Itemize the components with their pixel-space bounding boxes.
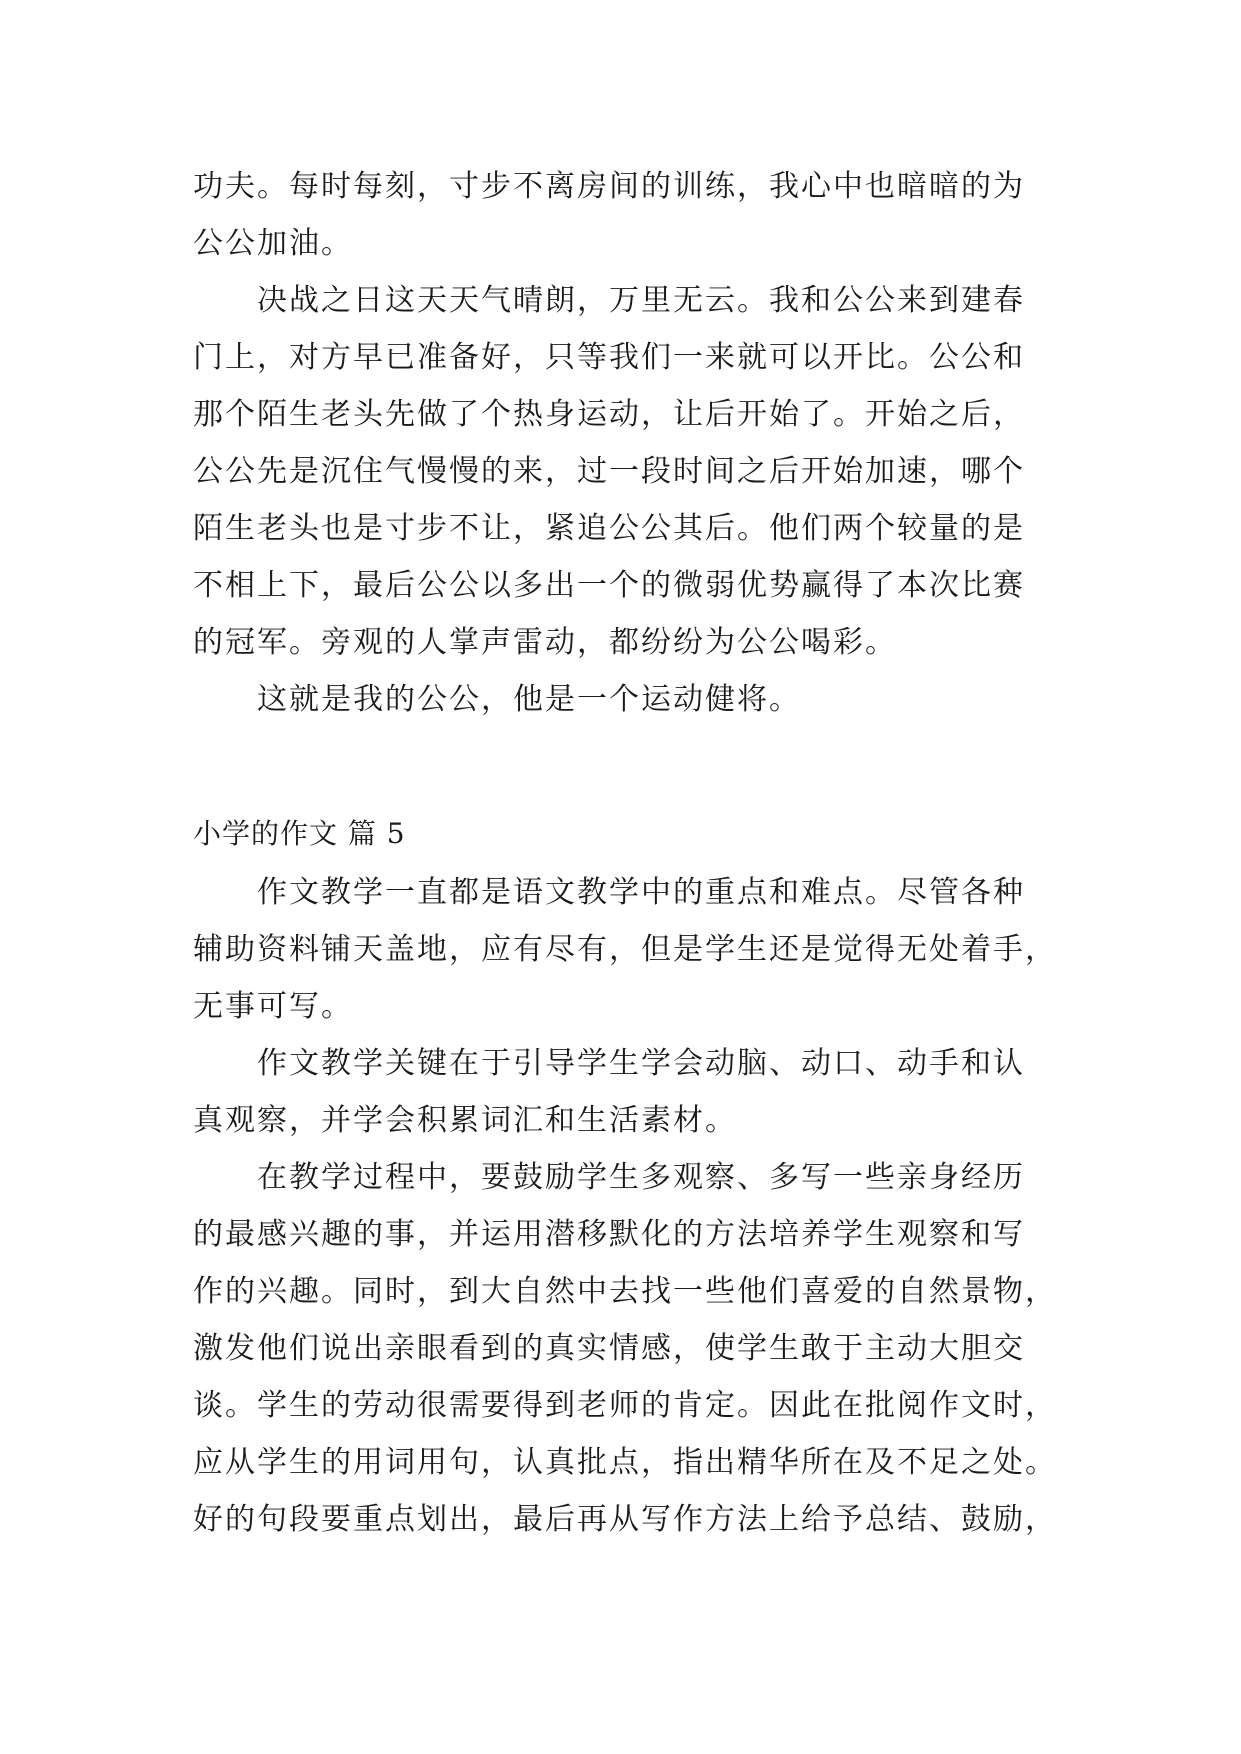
- text-line: 在教学过程中，要鼓励学生多观察、多写一些亲身经历: [257, 1160, 1025, 1195]
- top-section: [193, 158, 1053, 728]
- text-line: 决战之日这天天气晴朗，万里无云。我和公公来到建春: [257, 283, 1025, 318]
- text-line: 公公加油。: [193, 226, 353, 261]
- text-line: 陌生老头也是寸步不让，紧追公公其后。他们两个较量的是: [193, 511, 1025, 546]
- paragraph: [193, 671, 1053, 728]
- text-line: 好的句段要重点划出，最后再从写作方法上给予总结、鼓励，: [193, 1502, 1057, 1537]
- text-line: 门上，对方早已准备好，只等我们一来就可以开比。公公和: [193, 340, 1025, 375]
- text-line: 不相上下，最后公公以多出一个的微弱优势赢得了本次比赛: [193, 568, 1025, 603]
- text-line: 作的兴趣。同时，到大自然中去找一些他们喜爱的自然景物，: [193, 1274, 1057, 1309]
- paragraph: [193, 158, 1053, 272]
- text-line: 公公先是沉住气慢慢的来，过一段时间之后开始加速，哪个: [193, 454, 1025, 489]
- text-line: 的最感兴趣的事，并运用潜移默化的方法培养学生观察和写: [193, 1217, 1025, 1252]
- text-line: 的冠军。旁观的人掌声雷动，都纷纷为公公喝彩。: [193, 625, 897, 660]
- text-line: 作文教学关键在于引导学生学会动脑、动口、动手和认: [257, 1046, 1025, 1081]
- bottom-section: [193, 864, 1057, 1548]
- text-line: 那个陌生老头先做了个热身运动，让后开始了。开始之后，: [193, 397, 1025, 432]
- paragraph: [193, 1149, 1057, 1548]
- text-line: 无事可写。: [193, 989, 353, 1024]
- text-line: 辅助资料铺天盖地，应有尽有，但是学生还是觉得无处着手，: [193, 932, 1057, 967]
- text-line: 真观察，并学会积累词汇和生活素材。: [193, 1103, 737, 1138]
- paragraph: [193, 272, 1053, 671]
- text-line: 功夫。每时每刻，寸步不离房间的训练，我心中也暗暗的为: [193, 169, 1025, 204]
- paragraph: [193, 1035, 1053, 1149]
- section-heading: 小学的作文 篇 5: [193, 817, 406, 850]
- paragraph: [193, 864, 1057, 1035]
- text-line: 应从学生的用词用句，认真批点，指出精华所在及不足之处。: [193, 1445, 1057, 1480]
- text-line: 作文教学一直都是语文教学中的重点和难点。尽管各种: [257, 875, 1025, 910]
- text-line: 谈。学生的劳动很需要得到老师的肯定。因此在批阅作文时，: [193, 1388, 1057, 1423]
- text-line: 这就是我的公公，他是一个运动健将。: [257, 682, 801, 717]
- text-line: 激发他们说出亲眼看到的真实情感，使学生敢于主动大胆交: [193, 1331, 1025, 1366]
